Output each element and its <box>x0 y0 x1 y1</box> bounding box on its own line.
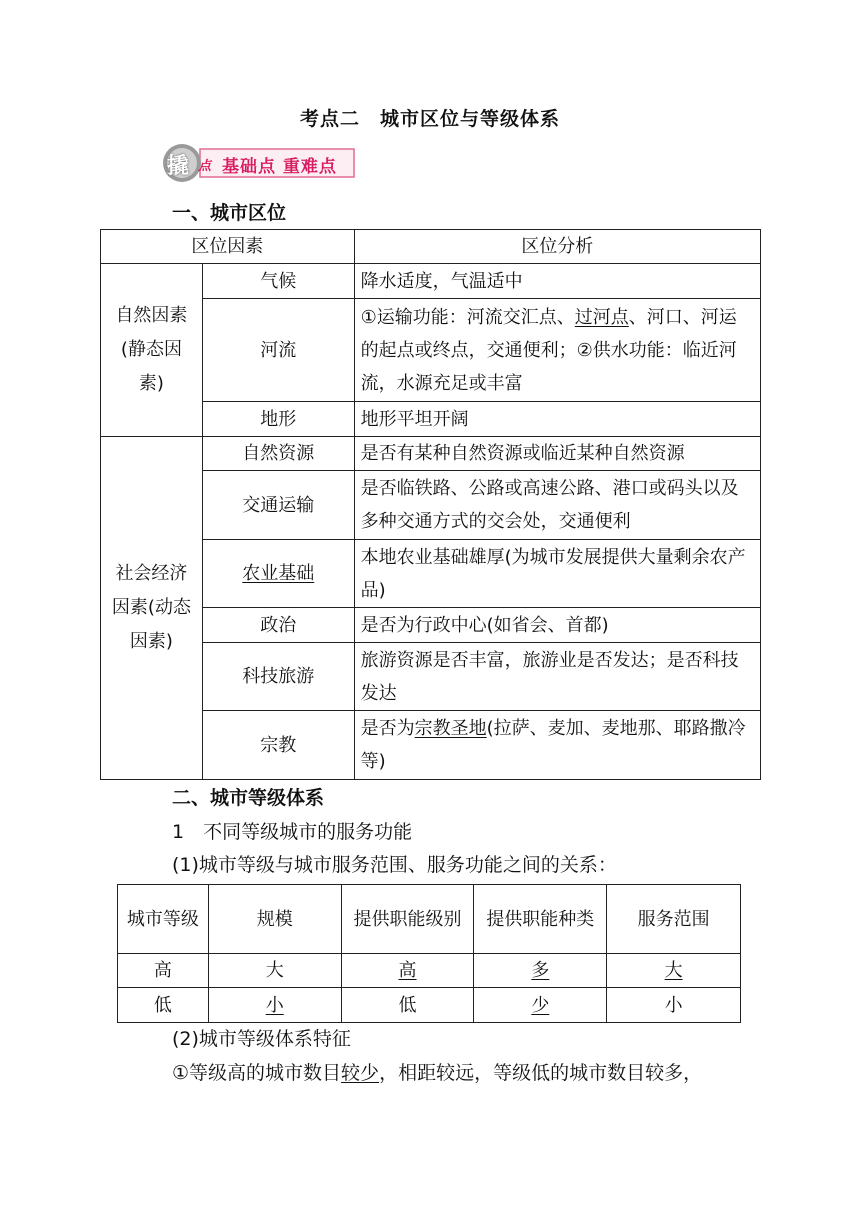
section2-heading: 二、城市等级体系 <box>172 787 325 809</box>
factor-cell: 政治 <box>202 608 354 643</box>
analysis-cell: 是否为行政中心(如省会、首都) <box>354 608 760 643</box>
factor-cell: 交通运输 <box>202 471 354 540</box>
table-header: 城市等级 <box>118 885 209 954</box>
table-header: 规模 <box>208 885 341 954</box>
cell-underlined: 少 <box>531 994 550 1016</box>
cell-underlined: 小 <box>265 994 284 1016</box>
subheading-1a: (1)城市等级与城市服务范围、服务功能之间的关系： <box>172 854 617 876</box>
table-cell <box>208 988 341 1023</box>
city-level-table <box>117 884 741 1023</box>
analysis-text: ①运输功能：河流交汇点、 <box>360 306 575 328</box>
analysis-underlined: 宗教圣地 <box>414 718 487 739</box>
cell-underlined: 大 <box>664 960 683 981</box>
factor-cell: 自然资源 <box>202 437 354 471</box>
paragraph-underlined: 较少 <box>341 1062 380 1084</box>
paragraph <box>172 1061 702 1085</box>
table-cell: 大 <box>208 954 341 988</box>
factor-cell: 河流 <box>202 299 354 402</box>
natural-factor-group: 自然因素(静态因素) <box>101 264 203 437</box>
subheading-1: 1 不同等级城市的服务功能 <box>172 821 413 843</box>
analysis-cell: 本地农业基础雄厚(为城市发展提供大量剩余农产品) <box>354 540 760 608</box>
page-title: 考点二 城市区位与等级体系 <box>299 108 560 130</box>
analysis-cell: 是否有某种自然资源或临近某种自然资源 <box>354 437 760 471</box>
factor-cell: 科技旅游 <box>202 643 354 711</box>
factor-cell: 地形 <box>202 402 354 437</box>
paragraph-text: ，相距较远，等级低的城市数目较多， <box>379 1062 703 1084</box>
table-header: 提供职能种类 <box>474 885 607 954</box>
factor-cell: 气候 <box>202 264 354 299</box>
analysis-underlined: 过河点 <box>574 306 629 328</box>
knowledge-badge <box>160 143 356 183</box>
table-cell: 高 <box>118 954 209 988</box>
analysis-cell: 地形平坦开阔 <box>354 402 760 437</box>
factor-cell <box>202 540 354 608</box>
analysis-text: 是否为 <box>360 718 415 739</box>
socioeconomic-factor-group: 社会经济因素(动态因素) <box>101 437 203 780</box>
factor-underlined: 农业基础 <box>242 563 315 584</box>
table-header: 区位分析 <box>354 230 760 264</box>
table-cell: 小 <box>607 988 741 1023</box>
cell-underlined: 多 <box>531 960 550 981</box>
table-header: 区位因素 <box>101 230 355 264</box>
table-cell <box>607 954 741 988</box>
table-cell <box>474 954 607 988</box>
subheading-2: (2)城市等级体系特征 <box>172 1028 351 1050</box>
section1-heading: 一、城市区位 <box>172 202 287 224</box>
table-header: 服务范围 <box>607 885 741 954</box>
analysis-cell <box>354 711 760 780</box>
analysis-cell: 是否临铁路、公路或高速公路、港口或码头以及多种交通方式的交会处，交通便利 <box>354 471 760 540</box>
table-cell: 低 <box>341 988 474 1023</box>
table-cell <box>474 988 607 1023</box>
table-cell <box>341 954 474 988</box>
analysis-cell: 旅游资源是否丰富，旅游业是否发达；是否科技发达 <box>354 643 760 711</box>
badge-small: 点 <box>198 159 212 174</box>
analysis-cell <box>354 299 760 402</box>
cell-underlined: 高 <box>398 960 417 981</box>
table-cell: 低 <box>118 988 209 1023</box>
analysis-cell: 降水适度，气温适中 <box>354 264 760 299</box>
location-table <box>100 229 761 780</box>
badge-icon-char: 撬 <box>167 154 190 179</box>
table-header: 提供职能级别 <box>341 885 474 954</box>
paragraph-text: ①等级高的城市数目 <box>172 1062 342 1084</box>
analysis-text: (拉萨、麦加、麦地那、耶路撒冷等) <box>360 718 746 772</box>
analysis-text: 、河口、河运的起点或终点，交通便利；②供水功能：临近河流，水源充足或丰富 <box>360 306 737 394</box>
factor-cell: 宗教 <box>202 711 354 780</box>
badge-label: 基础点 重难点 <box>222 157 337 177</box>
